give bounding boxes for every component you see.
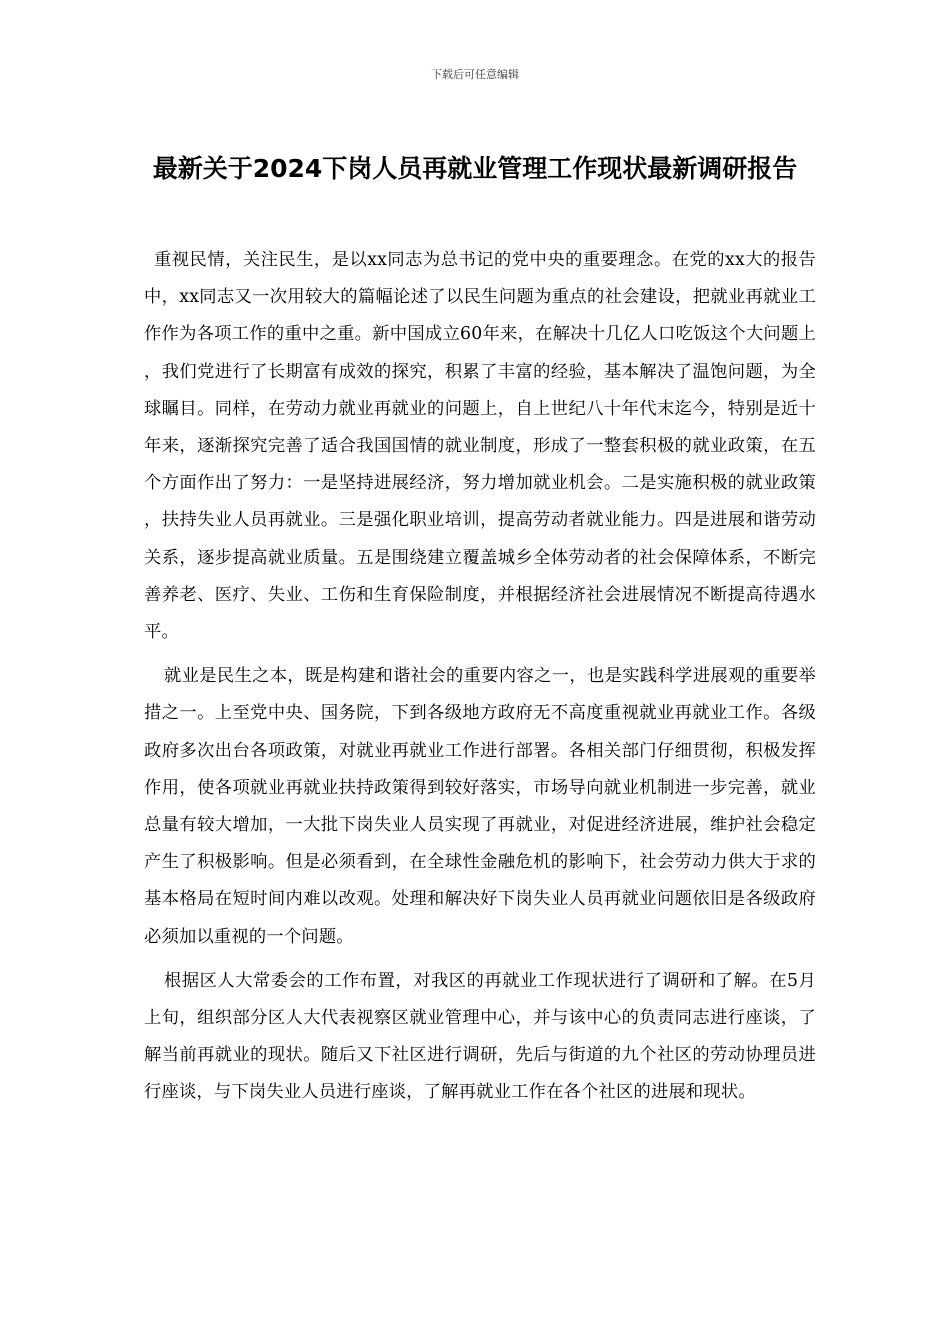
document-title: 最新关于2024下岗人员再就业管理工作现状最新调研报告 xyxy=(152,154,798,183)
paragraph-1: 重视民情，关注民生，是以xx同志为总书记的党中央的重要理念。在党的xx大的报告中，xx同志又一次用较大的篇幅论述了以民生问题为重点的社会建设，把就业再就业工作作为各项工作的重中之重。新中国成立60年来，在解决十几亿人口吃饭这个大问题上，我们党进行了长期富有成效的探究，积累了丰富的经验，基本解决了温饱问题，为全球瞩目。同样，在劳动力就业再就业的问题上，自上世纪八十年代末迄今，特别是近十年来，逐渐探究完善了适合我国国情的就业制度，形成了一整套积极的就业政策，在五个方面作出了努力：一是坚持进展经济，努力增加就业机会。二是实施积极的就业政策，扶持失业人员再就业。三是强化职业培训，提高劳动者就业能力。四是进展和谐劳动关系，逐步提高就业质量。五是围绕建立覆盖城乡全体劳动者的社会保障体系，不断完善养老、医疗、失业、工伤和生育保险制度，并根据经济社会进展情况不断提高待遇水平。 xyxy=(144,250,816,643)
paragraph-2: 就业是民生之本，既是构建和谐社会的重要内容之一，也是实践科学进展观的重要举措之一。上至党中央、国务院，下到各级地方政府无不高度重视就业再就业工作。各级政府多次出台各项政策，对就业再就业工作进行部署。各相关部门仔细贯彻，积极发挥作用，使各项就业再就业扶持政策得到较好落实，市场导向就业机制进一步完善，就业总量有较大增加，一大批下岗失业人员实现了再就业，对促进经济进展，维护社会稳定产生了积极影响。但是必须看到，在全球性金融危机的影响下，社会劳动力供大于求的基本格局在短时间内难以改观。处理和解决好下岗失业人员再就业问题依旧是各级政府必须加以重视的一个问题。 xyxy=(144,666,816,947)
header-note: 下载后可任意编辑 xyxy=(431,68,519,81)
paragraph-3: 根据区人大常委会的工作布置，对我区的再就业工作现状进行了调研和了解。在5月上旬，组织部分区人大代表视察区就业管理中心，并与该中心的负责同志进行座谈，了解当前再就业的现状。随后又下社区进行调研，先后与街道的九个社区的劳动协理员进行座谈，与下岗失业人员进行座谈，了解再就业工作在各个社区的进展和现状。 xyxy=(144,970,816,1103)
document-body xyxy=(144,242,816,1119)
